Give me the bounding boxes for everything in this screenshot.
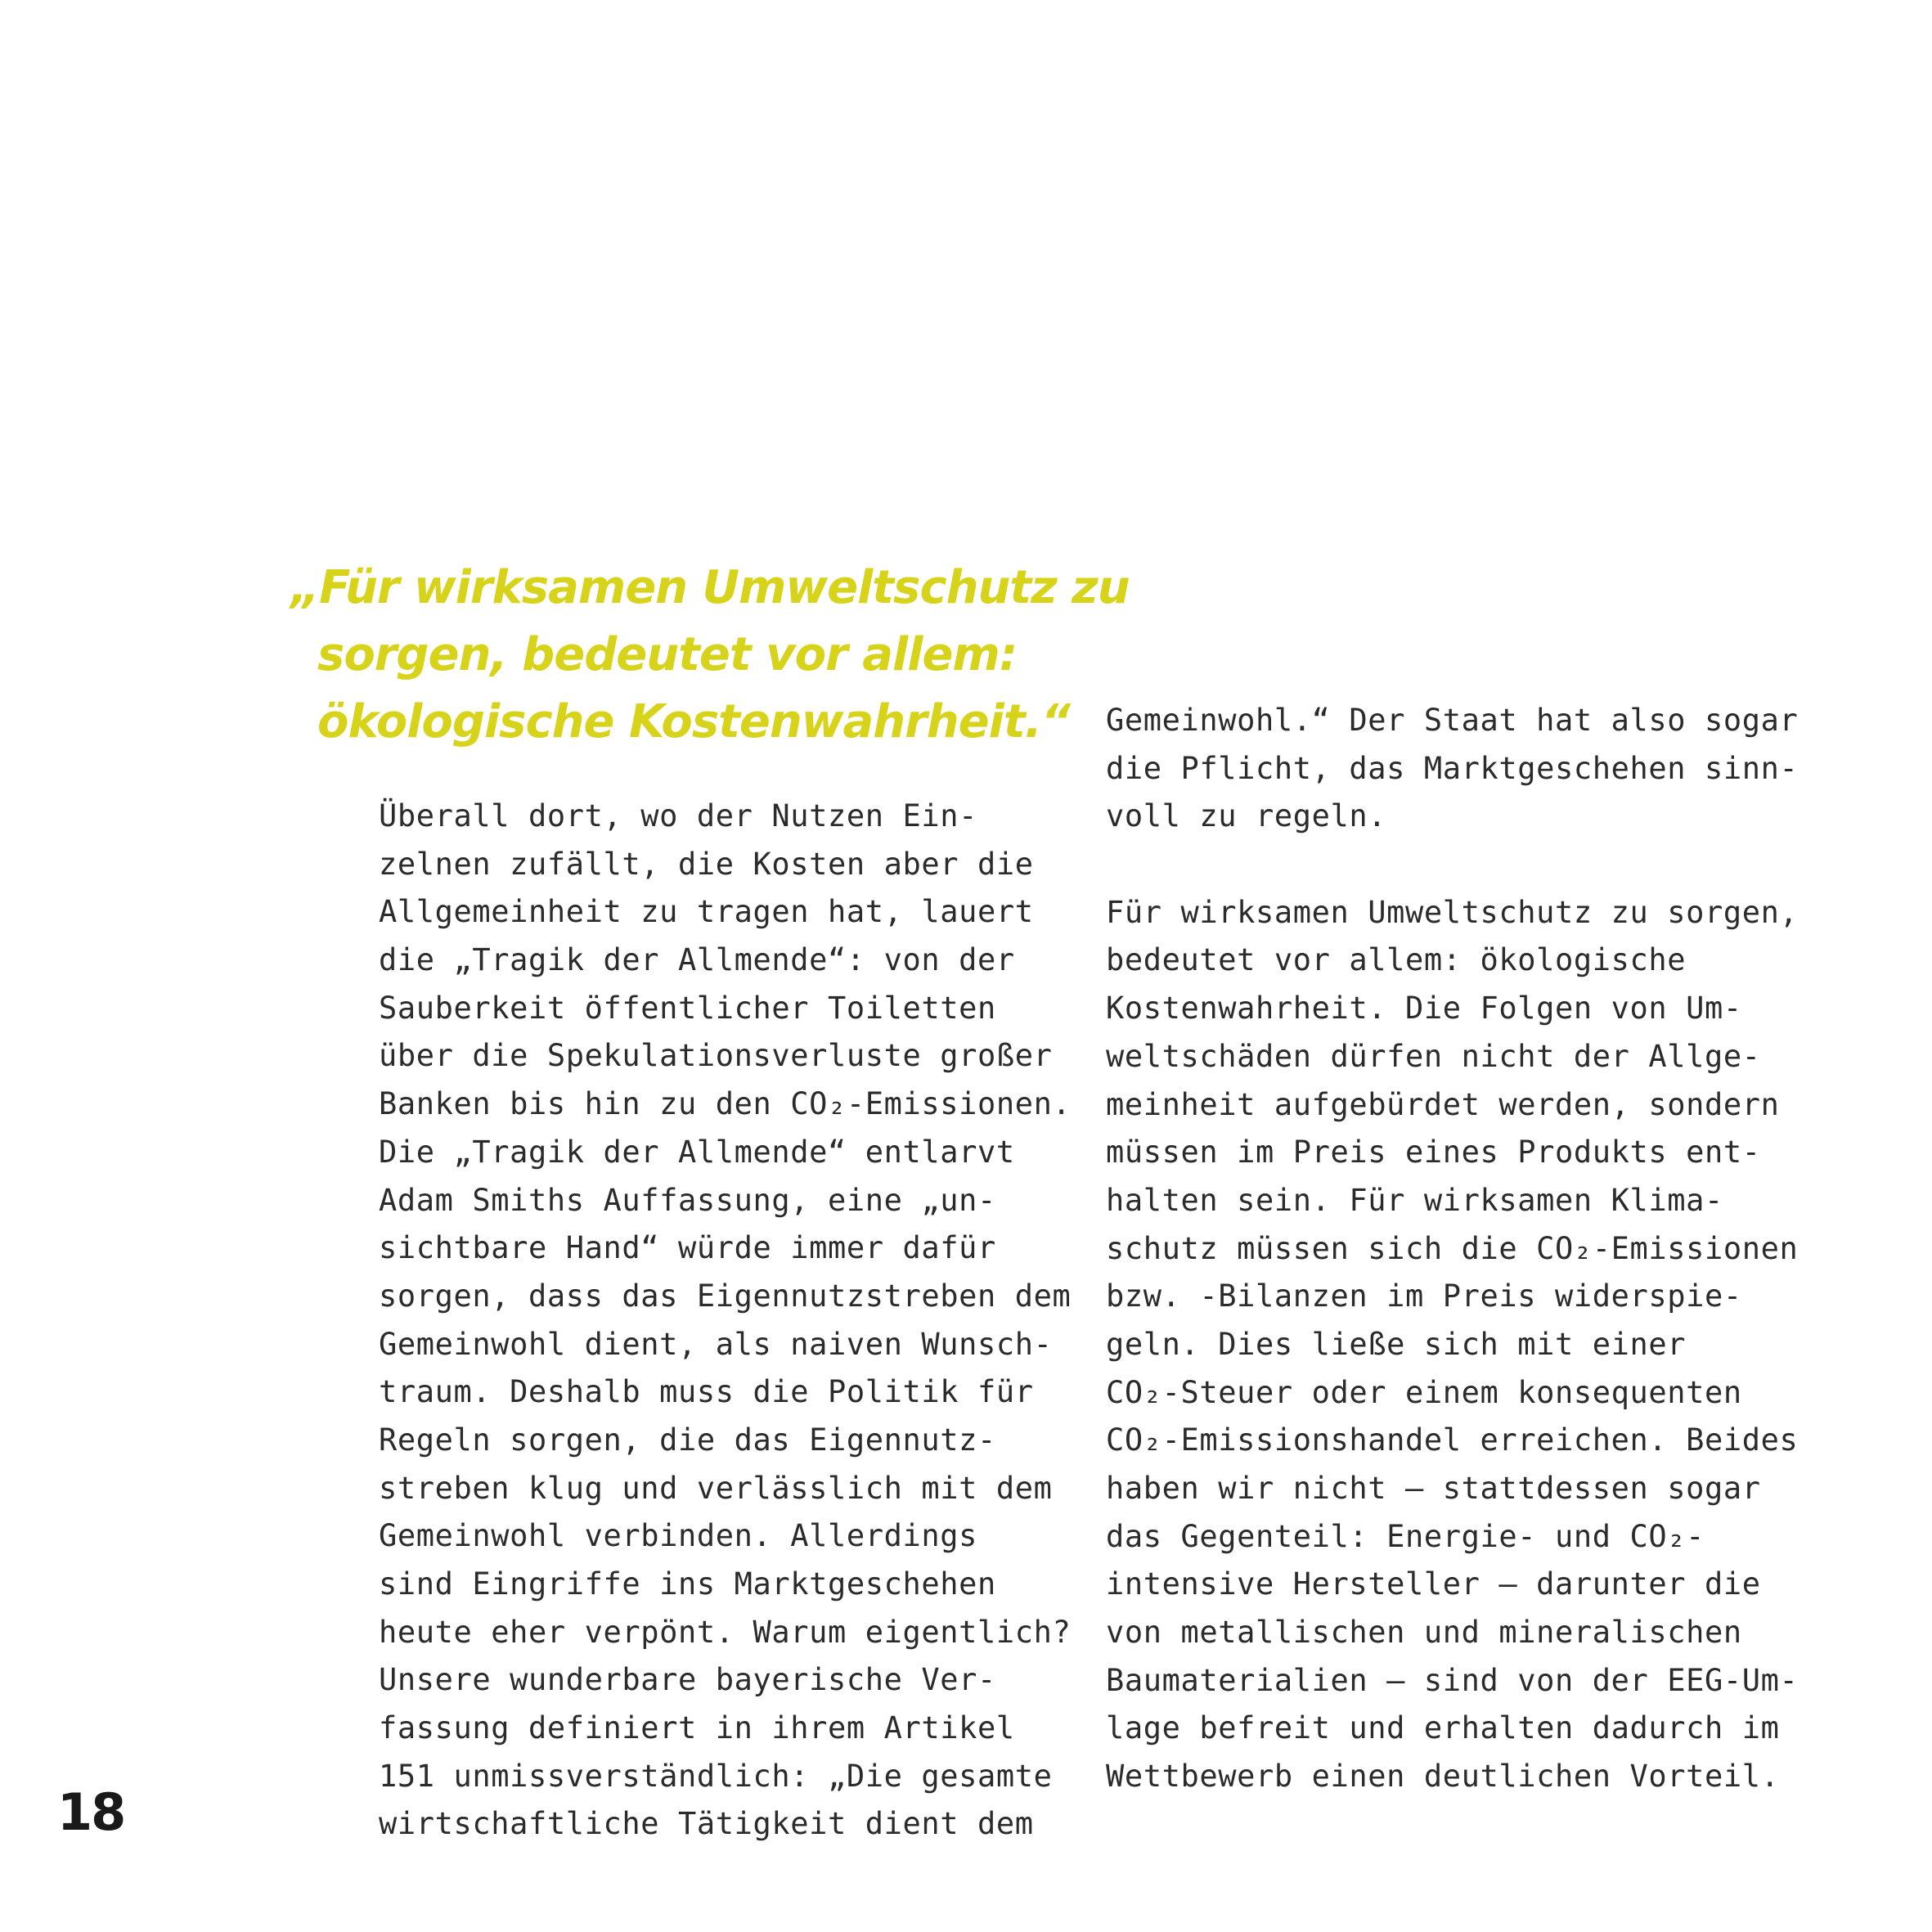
pull-quote-line: sorgen, bedeutet vor allem: — [317, 628, 1018, 681]
text-line: sichtbare Hand“ würde immer dafür — [379, 1230, 996, 1266]
text-line: geln. Dies ließe sich mit einer — [1106, 1326, 1687, 1362]
text-line: streben klug und verlässlich mit dem — [379, 1470, 1053, 1506]
text-line: voll zu regeln. — [1106, 798, 1387, 834]
paragraph-gap — [1106, 841, 1826, 889]
pull-quote — [290, 555, 1130, 756]
text-line: Baumaterialien – sind von der EEG-Um- — [1106, 1662, 1799, 1698]
text-line: traum. Deshalb muss die Politik für — [379, 1374, 1034, 1410]
pull-quote-line: ökologische Kostenwahrheit.“ — [317, 695, 1070, 748]
text-line: zelnen zufällt, die Kosten aber die — [379, 846, 1034, 882]
text-line: 151 unmissverständlich: „Die gesamte — [379, 1758, 1053, 1794]
text-line: von metallischen und mineralischen — [1106, 1615, 1742, 1651]
text-line: bedeutet vor allem: ökologische — [1106, 942, 1687, 978]
text-line: Wettbewerb einen deutlichen Vorteil. — [1106, 1759, 1780, 1795]
text-line: Banken bis hin zu den CO₂-Emissionen. — [379, 1086, 1072, 1122]
text-line: haben wir nicht – stattdessen sogar — [1106, 1471, 1761, 1506]
right-column-text — [1106, 697, 1826, 1801]
text-line: die „Tragik der Allmende“: von der — [379, 942, 1015, 978]
text-line: weltschäden dürfen nicht der Allge- — [1106, 1038, 1761, 1074]
text-line: CO₂-Emissionshandel erreichen. Beides — [1106, 1422, 1799, 1458]
text-line: Sauberkeit öffentlicher Toiletten — [379, 990, 996, 1026]
text-line: Unsere wunderbare bayerische Ver- — [379, 1662, 996, 1698]
text-line: Allgemeinheit zu tragen hat, lauert — [379, 894, 1034, 930]
text-line: wirtschaftliche Tätigkeit dient dem — [379, 1806, 1034, 1842]
text-line: Kostenwahrheit. Die Folgen von Um- — [1106, 991, 1742, 1027]
pull-quote-line: „Für wirksamen Umweltschutz zu — [290, 561, 1130, 614]
text-line: heute eher verpönt. Warum eigentlich? — [379, 1614, 1072, 1650]
text-line: meinheit aufgebürdet werden, sondern — [1106, 1086, 1780, 1122]
text-line: müssen im Preis eines Produkts ent- — [1106, 1134, 1761, 1170]
text-line: Überall dort, wo der Nutzen Ein- — [379, 798, 978, 833]
text-line: das Gegenteil: Energie- und CO₂- — [1106, 1518, 1705, 1554]
text-line: intensive Hersteller – darunter die — [1106, 1566, 1761, 1602]
text-line: Die „Tragik der Allmende“ entlarvt — [379, 1134, 1015, 1170]
text-line: halten sein. Für wirksamen Klima- — [1106, 1182, 1723, 1218]
text-line: sind Eingriffe ins Marktgeschehen — [379, 1566, 996, 1602]
text-line: die Pflicht, das Marktgeschehen sinn- — [1106, 750, 1799, 786]
text-line: fassung definiert in ihrem Artikel — [379, 1710, 1015, 1746]
text-line: bzw. -Bilanzen im Preis widerspie- — [1106, 1278, 1742, 1314]
text-line: Gemeinwohl.“ Der Staat hat also sogar — [1106, 703, 1799, 738]
text-line: über die Spekulationsverluste großer — [379, 1038, 1053, 1074]
text-line: Adam Smiths Auffassung, eine „un- — [379, 1182, 996, 1218]
text-line: lage befreit und erhalten dadurch im — [1106, 1710, 1780, 1746]
text-line: Gemeinwohl verbinden. Allerdings — [379, 1518, 978, 1554]
text-line: Regeln sorgen, die das Eigennutz- — [379, 1422, 996, 1458]
text-line: Für wirksamen Umweltschutz zu sorgen, — [1106, 894, 1799, 930]
text-line: sorgen, dass das Eigennutzstreben dem — [379, 1278, 1072, 1314]
page-number: 18 — [57, 1782, 125, 1842]
text-line: Gemeinwohl dient, als naiven Wunsch- — [379, 1326, 1053, 1362]
left-column-text — [379, 793, 1082, 1849]
text-line: CO₂-Steuer oder einem konsequenten — [1106, 1374, 1742, 1410]
text-line: schutz müssen sich die CO₂-Emissionen — [1106, 1230, 1799, 1266]
